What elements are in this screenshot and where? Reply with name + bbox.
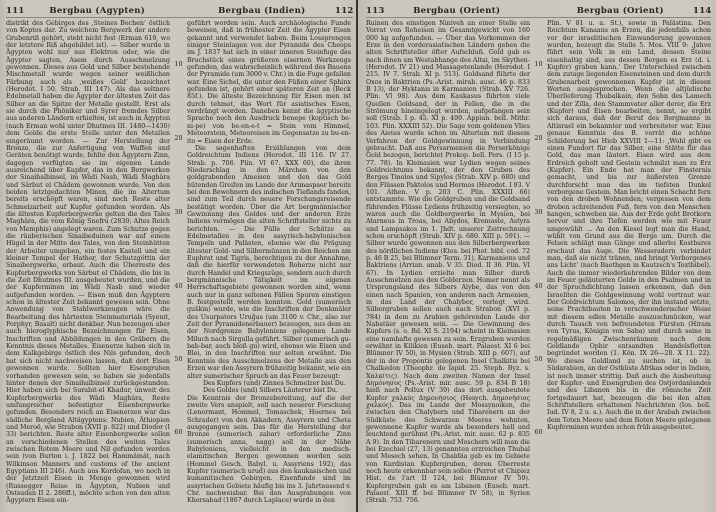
text-column-111 [6,20,170,512]
column-text-paragraph: geführt worden sein. Auch archäologische Funde beweisen, daß in frühester Zeit die Ägypter Eisen gekannt und verwendet haben. Beim Lossprengen einiger Steinlagen von der Pyramide des Cheops im J. 1837 hat sich in einer inneren Steinfuge das Bruchstück eines größeren eisernen Werkzeugs gefunden, das wahrscheinlich während des Bauens der Pyramide (um 3000 v. Chr.) in die Fuge gefallen war. Eine Sichel, die unter den Füßen einer Sphinx gefunden ist, gehört einer späteren Zeit an (Beck 85f.). Die älteste Bezeichnung für Eisen men ist durch tehmet, das Wort für asiatisches Eisen, verdrängt worden. Daneben kennt die ägyptische Sprache noch den Ausdruck benepe (koptisch be-ni-pe) von be-en-e-t = Stein vom Himmel, Meteorstein, Meteoreisen im Gegensatze zu bu-en-ito = Eisen der Erde. [187,20,351,145]
text-column-112 [187,20,351,512]
column-number-114: 114 [693,6,712,16]
line-number: 10 [534,60,543,68]
line-number: 30 [534,208,543,216]
line-number: 40 [534,282,543,290]
gutter-line-numbers-left [170,20,187,512]
running-head-aegypten: Bergbau (Ägypten) [49,6,146,16]
column-text-paragraph: Die sagenhaften Erzählungen von dem Goldreichtum Indiens (Herodot. III 116. IV 27. Strab. p. 706. Plin. VI 67. XXX 60), die ihren Niederschlag in den Märchen von den goldgrabenden Ameisen und den das Gold hütenden Greifen im Lande der Arimaspaer bereits bei den Bewohnern des indischen Tieflands fanden, sind zum Teil durch neuere Forschungsreisende bestätigt worden. Über die Art bergmännischer Gewinnung des Goldes und der anderen Erze Indiens vermögen die alten Schriftsteller nichts zu berichten. — Die Fülle der Schätze an Edelmetallen in den assyrisch-babylonischen Tempeln und Palästen, ebenso wie die Prägung ältester Gold- und Silbermünzen in den Reichen am Euphrat und Tigris, berechtigen zu der Annahme, daß die hierfür verwendeten Roherze nicht nur durch Handel und Kriegszüge, sondern auch durch bergmännische Tätigkeit im eigenen Herrschaftsgebiete gewonnen worden sind, wenn auch nur in ganz seltenen Fällen Spuren einstigen B. festgestellt werden konnten. Gold (sumerisch guškin) wurde, wie die Inschriften der Denkmäler des Usurpators Uruǧas (um 3100 v. Chr., also zur Zeit der Pyramidenerbauer) bezeugen, aus dem an der Nordgrenze Babyloniens gelegenen Lande Miluch nach Sirgulla geführt. Silber (sumerisch gu-bab-bar, auch bloß gu) wird, ebenso wie Eisen und Blei, in den Inschriften nur selten erwähnt. Die Kenntnis des Ausschmelzens der Metalle aus den Erzen war den Assyrern frühzeitig bekannt, wie ein alter sumerischer Spruch an das Feuer bezeugt: [187,144,351,380]
column-text-paragraph: distrikt des Gebirges des ‚Steines Bechen‘ östlich von Koptos dar. Zu welchem Bergwerk der andere Grubenriß gehört, steht nicht fest (Erman 619, wo der letztere Riß abgebildet ist). — Silber wurde in Ägypten wohl nur aus Elektron oder, wie die Ägypter sagten, Asem durch Ausschmelzung gewonnen. Dieses aus Gold und Silber bestehende Mischmetall wurde wegen seiner weißlichen Färbung auch als ‚weißes Gold‘ bezeichnet (Herodot. I 50. Strab. III 147). Als das seltnere Edelmetall haben die Ägypter der ältesten Zeit das Silber an die Spitze der Metalle gestellt. Erst als sie durch die Phöniker und Syrer fremdes Silber aus anderen Ländern erhielten, ist auch in Ägypten (nach Erman wohl unter Dhutmes III. 1480—1430) dem Golde die erste Stelle unter den Metallen eingeräumt worden. — Zur Herstellung der Bronze, die zur Anfertigung von Waffen und Geräten benötigt wurde, fehlte den Ägyptern Zinn, dagegen verfügten sie im eigenen Lande ausreichend über Kupfer, das in den Bergwerken der Sinaihalbinsel, im Wâdi Nasb, Wâdi Maghâra und Sârbut el Châdem gewonnen wurde. Von den beiden letztgedachten Minen, die im Altertum bereits erschöpft waren, sind noch Reste alter Schmelzarbeit auf Kupfer gefunden worden. Als die ältesten Kupferbergwerke gelten die des Tales Maghâra, die vom König Snefru (2830; Altes Reich von Memphis) angelegt waren. Zum Schutze gegen die räuberischen Sinaibeduinen war auf einem Hügel in der Mitte des Tales, von den Steinhütten der Arbeiter umgeben, ein festes Kastell und ein kleiner Tempel der Hathor, der Schutzgöttin der Sinaibergwerke, erbaut. Auch die Überreste des Kupferbergwerks von Sârbut el Châdem, die bis in die Zeit Dhutmes III. ausgebeutet wurden, und die der Kupferminen im Wâdi Nasb sind wieder aufgefunden worden. — Eisen muß den Ägyptern schon in ältester Zeit bekannt gewesen sein. Ohne Anwendung von Stahlwerkzeugen wäre die Bearbeitung des härtesten Steinmaterials (Syenit, Porphyr, Basalt) nicht denkbar. Nun bezeugen aber auch hieroglyphische Bezeichnungen für Eisen, Inschriften und Abbildungen in den Gräbern die Kenntnis dieses Metalles. Eisenerze haben sich in dem Kalkgebirge östlich des Nils gefunden, doch hat sich nicht nachweisen lassen, daß dort Eisen gewonnen wurde. Sollten hier Eisengruben vorhanden gewesen sein, so haben sie jedenfalls hinter denen der Sinaihalbinsel zurückgestanden. Hier haben sich bei Surabit-el Khadur, unweit des Kupferbergwerks des Wâdi Maghâra, Reste umfangreicher befestigter Eisenbergwerke gefunden. Besonders reich an Eisenerzen war das südliche Bergland Altägyptens: Nubien, Äthiopien und Meroë, wie Strabon (XVII p. 822) und Diodor (I 33) berichten. Reste alter Eisenbergwerke sollen an verschiedenen Stellen des weiten Tales zwischen Rotem Meere und Nil gefunden worden sein (von Burton i. J. 1822 bei Hammâmât, nach Wilkinson Manners and customs of the ancient Egyptians III 246). Auch aus Kordofan, wo noch in der Jetztzeit Eisen in Menge gewonnen wird (Russegger Reise in Ägypten, Nubien und Ostsudan II 2. 286ff.), möchte schon von den alten Ägyptern Eisen ein- [6,20,170,505]
column-text-paragraph: Die Kenntnis der Bronzebereitung, auf die der zweite Vers anspielt, soll nach neuerer Forschung (Lenormant, Hommel, Tomaschek, Hoernes bei Schrader) von den Akkadern, Assyrern und Cheta ausgegangen sein. Das für die Herstellung der Bronze (sumerisch zabar) erforderliche Zinn (sumerisch anna, nagg) soll in der Nähe Babyloniens, vielleicht in den medisch-elamitischen Bergen gewonnen worden sein (Hommel Gesch. Babyl. u. Assyriens 192), das Kupfer (sumerisch urud) aus den kaukasischen und kumanitischen Gebirgen. Eisenfunde sind im assyrischen Gebiete häufig bis ins 3. Jahrtausend v. Chr. nachweisbar. Bei den Ausgrabungen von Khorsabad (1867 durch Laplace) wurde in den [187,394,351,505]
columns-left-page [6,20,353,512]
column-text-paragraph: Ruinen des einstigen Niniveh an einer Stelle ein Vorrat von Roheisen im Gesamtgewicht von 160 000 kg aufgefunden. — Über das Vorkommen der Erze in den vorderasiatischen Ländern geben die alten Schriftsteller öfter Aufschluß. Gold gab es nach ihnen am Westabhange des Altai, im Skythen- (Herodot. IV 21) und Massagetenlande (Herodot. I 215. IV 7. Strab. XI p. 513). Goldsand führte der Oxos in Baktrien (Ps.-Arist. mirab. ausc. 46 p. 833 B 13), der Hyktanis in Karmanien (Strab. XV 726. Plin. VI 98). Aus dem Kaukasus führten viele Quellen Goldsand, der in Fellen, die in die Strömung hineingelegt wurden, aufgefangen sein soll (Strab. I p. 45. XI p. 499. Appian. bell. Mithr. 103. Plin. XXXIII 52). Die Sage vom goldenen Vlies des Aietes wurde schon im Altertum mit diesem Verfahren der Goldgewinnung in Verbindung gebracht. Daß aus Persarmenien die Perserkönige Gold bezogen, berichtet Prokop. bell. Pers. (I 15 p. 77. 78). In Kleinasien war Lydien wegen seines Goldreichtums bekannt, der den Gruben des Berges Tmolos und Sipylos (Strab. XIV p. 680) und den Flüssen Paktolos und Hermos (Herodot. I 93. V 101. Athen. V p. 203 C. Plin. XXXIII 66) entstammte. Wie die Goldgruben und die Goldsand führenden Flüsse Lydiens frühzeitig versiegten, so waren auch die Goldbergwerke in Mysien, bei Atarneus in Troas, bei Abydos, Kremaste, Astyra und Lampsakos im 1. Jhdt. unserer Zeitrechnung schon erschöpft (Strab. XIV p. 680. XIII p. 591). — Silber wurde gewonnen aus den Silberbergwerken des nördlichen Indiens (Ktes. bei Phot. bibl. cod. 72 p. 46 B 25, bei Blümner Term. 31), Karmaniens und Baktriens (Arrian. anab. V 35. Diod. II 36. Plin. VI 67). In Lydien erzielte man Silber durch Ausschmelzen aus den Golderzen. Homer nennt als Ursprungsland des Silbers Alybe, das von den einen nach Spanien, von anderen nach Armenien, in das Land der Chalyber, verlegt wird. Silbergruben sollen auch nach Strabon (XVI p. 784) in dem zu Arabien gehörenden Lande der Nabatäer gewesen sein. — Die Gewinnung des Kupfers (s. o. Bd. XI S. 2194) scheint in Kleinasien eine namhafte gewesen zu sein. Erzgruben werden erwähnt in Kilikien (Euseb. mart. Palaest. XI 6 bei Blümner IV 50), in Mysien (Strab. XIII p. 607), auf der in der Propontis gelegenen Insel Chalkitis bei Chalkedon (Theophr. de lapid. 25. Steph. Byz. s. Χαλκίτις). Nach dem zweiten Namen der Insel Δημόνησος (Ps.-Arist. mir. ausc. 59 p. 834 B 18) hieß nach Pollux (V 39) das dort ausgebeutete Kupfer χαλκὸς Δημονήσιος (Hesych. Δημονήσιος χαλκός). Das im Lande der Mossynoiken, die zwischen den Chalybern und Tibarenern an der Südküste des Schwarzen Meeres wohnten, gewonnene Kupfer wurde als besonders hell und leuchtend gerühmt (Ps.-Arist. mir. ausc. 62 p. 835 A 9). In den Tibarenern und Moschern will man die bei Ezechiel (27, 13) genannten erzreichen Thubal und Mesech sehen. In Chaldäa gab es im Gebiete von Kurdistan Kupfergruben, deren Überreste noch heute erkennbar sein sollen (Perrot et Chipiez Hist. de l'art II 124, bei Blümner IV 59). Kupfergruben gab es am Libanon (Euseb. mart. Palaest. XIII ff. bei Blümner IV 58), in Syrien (Strab. 753. 756. [366,20,530,505]
page-header-right [366,4,711,18]
text-column-114 [547,20,711,512]
running-head-orient-left: Bergbau (Orient) [413,6,501,16]
line-number: 60 [174,428,183,436]
line-number: 40 [174,282,183,290]
columns-right-page [366,20,711,512]
column-text-paragraph: Plin. V 81 u. a. St.), sowie in Palästina. Den Reichtum Kanaans an Erzen, die jedenfalls schon vor der israelitischen Einwanderung gewonnen wurden, bezeugt die Stelle 5. Mos. VIII 9: ‚Jahve führt sein Volk in ein Land, dessen Steine eisenhaltig sind, aus dessen Bergen es Erz (d. i. Kupfer) graben kann.‘ Der Unterschied zwischen dem zutage liegenden Eisensteinen und dem durch Grubenarbeit gewonnenen Kupfer ist in diesen Worten ausgesprochen. Wenn die altjüdische Überlieferung Thubalkain, den Sohn des Lamech und der Zilla, den Stammvater aller derer, die Erz (Kupfer) und Eisen bearbeiten, nennt, so ergibt sich daraus, daß der Beruf des Bergmanns in Altisrael ein bekannter und verbreiteter war. Eine genaue Kenntnis des B. verrät die schöne Schilderung bei Hiob XXVIII 1—11: ‚Wohl gibt es einen Fundort für das Silber, eine Stätte für das Gold, das man läutert. Eisen wird aus dem Erdreich geholt und Gestein schmilzt man zu Erz (Kupfer). Ein Ende hat man der Finsternis gemacht, und bis zur äußersten Grenze durchforscht man das im tiefsten Dunkel verborgene Gestein. Man bricht einen Schacht fern von den droben Wohnenden; vergessen von dem droben schreitenden Fuß, fern von den Menschen hangen, schweben sie. Aus der Erde geht Brotkorn hervor und ihre Tiefen werden wie mit Feuer umgewühlt … An den Kiesel legt man die Hand, wühlt von Grund aus die Berge um. Durch die Felsen schlägt man Gänge und allerlei Kostbares erschaut das Auge. Die Wasseradern verbindet man, daß sie nicht tränen, und bringt Verborgenes ans Licht‘ (nach Baethgen in Kautzsch's Textbibel). Auch die immer wiederkehrenden Bilder von dem im Feuer geläuterten Golde in den Psalmen und in der Spruchdichtung lassen erkennen, daß den Israeliten die Goldgewinnung wohl vertraut war. Der Goldreichtum Salomos, der ihn instand setzte, seine Prachtbauten in verschwenderischer Weise mit diesem edlen Metalle auszuschmücken, war durch Tausch von befreundeten Fürsten (Hiram von Tyrus, Königin von Saba) und durch seine in regelmäßigen Zwischenräumen nach dem Goldlande Ophir entsandten Handelsflotten begründet worden (1. Kön. IX 26—28. X 11. 22). Wo dieses Goldland zu suchen ist, ob in Südarabien, an der Ostküste Afrikas oder in Indien, ist noch immer strittig. Daß auch die Ausbeutung der Kupfer- und Eisengruben des Ostjordanlandes und des Libanon bis in die römische Zeit fortgedauert hat, bezeugen die bei den alten Schriftstellern erhaltenen Nachrichten (Ios. bell. Iud. IV 8, 2 u. a.). Auch die in der Arabah zwischen dem Toten Meere und dem Roten Meere gelegenen Kupferminen wurden schon früh ausgebeutet. [547,20,711,431]
column-number-112: 112 [335,6,354,16]
page-gutter-divider [356,0,358,512]
text-column-113 [366,20,530,512]
column-number-111: 111 [6,6,25,16]
sumerian-verse-line: Des Kupfers (und) Zinnes Schmelzer bist Du. [203,379,346,387]
line-number: 60 [534,428,543,436]
line-number: 20 [534,134,543,142]
line-number: 20 [174,134,183,142]
column-number-113: 113 [366,6,385,16]
line-number: 50 [534,355,543,363]
line-number: 30 [174,208,183,216]
running-head-indien: Bergbau (Indien) [218,6,306,16]
sumerian-verse-line: Des Goldes (und) Silbers Läuterer bist Du. [203,387,338,395]
page-header-left [6,4,353,18]
gutter-line-numbers-right [530,20,547,512]
page-right [358,0,716,512]
line-number: 10 [174,60,183,68]
line-number: 50 [174,355,183,363]
running-head-orient-right: Bergbau (Orient) [576,6,664,16]
